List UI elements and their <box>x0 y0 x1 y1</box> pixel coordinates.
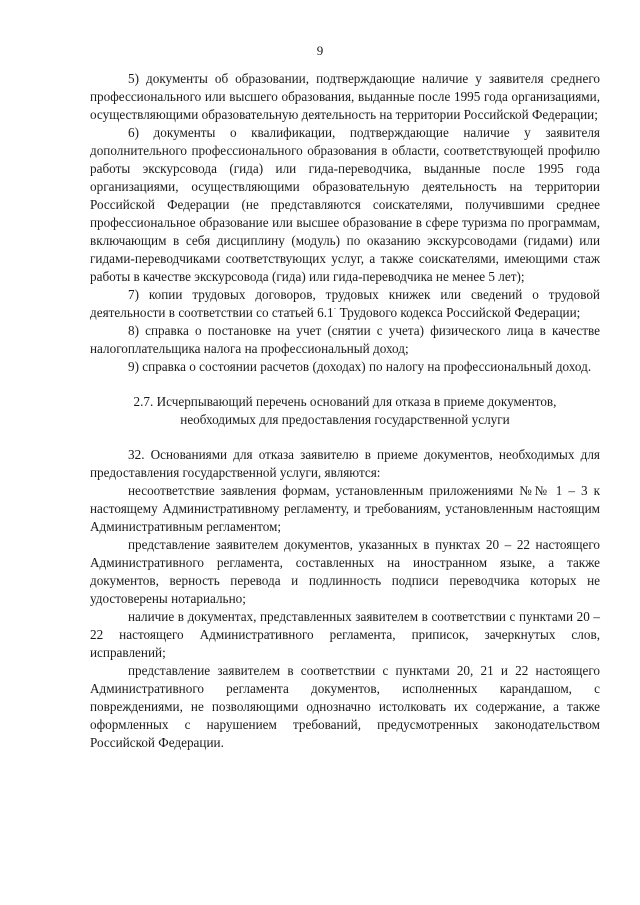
list-item-5: 5) документы об образовании, подтверждающие наличие у заявителя среднего профессионального или высшего образования, выданные после 1995 года организациями, осуществляющими образовательную деятельность на территории Российской Федерации; <box>90 71 600 122</box>
section-heading-line-1: 2.7. Исчерпывающий перечень оснований для отказа в приеме документов, <box>133 394 557 409</box>
list-item-7-superscript: · <box>333 304 337 314</box>
section-heading-line-2: необходимых для предоставления государственной услуги <box>180 412 510 427</box>
refusal-ground-4: представление заявителем в соответствии с пунктами 20, 21 и 22 настоящего Административного регламента документов, исполненных карандашом, с повреждениями, не позволяющими однозначно истолковать их содержание, а также оформленных с нарушением требований, предусмотренных законодательством Российской Федерации. <box>90 663 600 750</box>
document-body <box>90 70 600 752</box>
refusal-ground-2: представление заявителем документов, указанных в пунктах 20 – 22 настоящего Административного регламента, составленных на иностранном языке, а также документов, верность перевода и подлинность подписи переводчика которых не удостоверены нотариально; <box>90 537 600 606</box>
list-item-7-text-end: Трудового кодекса Российской Федерации; <box>336 305 581 320</box>
refusal-ground-3: наличие в документах, представленных заявителем в соответствии с пунктами 20 – 22 настоящего Административного регламента, приписок, зачеркнутых слов, исправлений; <box>90 609 600 660</box>
list-item-9: 9) справка о состоянии расчетов (доходах) по налогу на профессиональный доход. <box>128 359 592 374</box>
paragraph-32: 32. Основаниями для отказа заявителю в приеме документов, необходимых для предоставления государственной услуги, являются: <box>90 447 600 480</box>
page-number: 9 <box>316 43 324 58</box>
list-item-7-text: 7) копии трудовых договоров, трудовых книжек или сведений о трудовой деятельности в соответствии со статьей 6.1 <box>90 287 600 320</box>
section-heading <box>90 393 600 429</box>
refusal-ground-1: несоответствие заявления формам, установленным приложениями №№ 1 – 3 к настоящему Административному регламенту, и требованиям, установленным настоящим Административным регламентом; <box>90 483 600 534</box>
list-item-7 <box>90 286 600 322</box>
list-item-8: 8) справка о постановке на учет (снятии с учета) физического лица в качестве налогоплательщика налога на профессиональный доход; <box>90 323 600 356</box>
list-item-6: 6) документы о квалификации, подтверждающие наличие у заявителя дополнительного профессионального образования в области, соответствующей профилю работы экскурсовода (гида) или гида-переводчика, выданные после 1995 года организациями, осуществляющими образовательную деятельность на территории Российской Федерации (не представляются соискателями, получившими среднее профессиональное образование или высшее образование в сфере туризма по программам, включающим в себя дисциплину (модуль) по оказанию экскурсоводами (гидами) или гидами-переводчиками соответствующих услуг, а также соискателями, имеющими стаж работы в качестве экскурсовода (гида) или гида-переводчика не менее 5 лет); <box>90 125 600 284</box>
